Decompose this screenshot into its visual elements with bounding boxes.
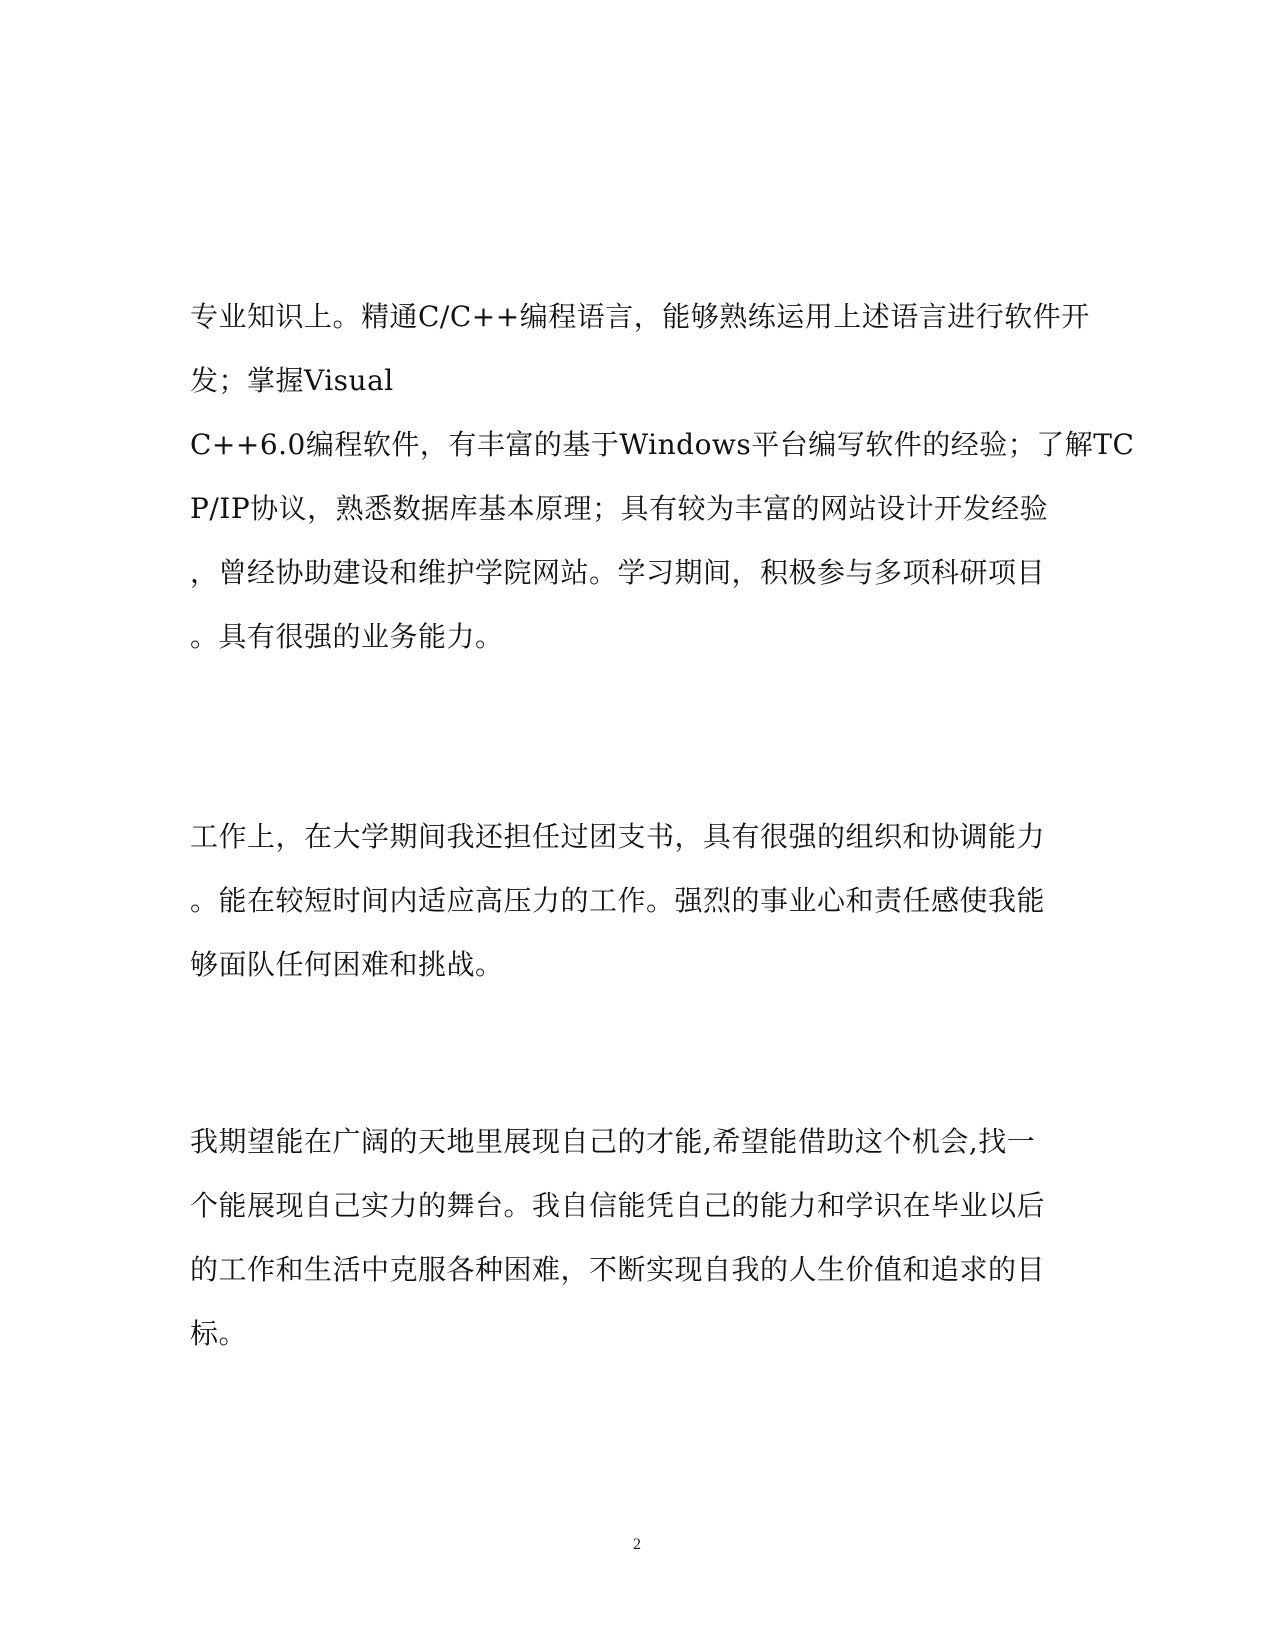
text-line: 发；掌握Visual [190, 364, 394, 397]
text-line: 够面队任何困难和挑战。 [190, 948, 504, 981]
text-line: 工作上，在大学期间我还担任过团支书，具有很强的组织和协调能力 [190, 820, 1046, 853]
paragraph-aspirations [190, 1110, 1090, 1366]
paragraph-professional-skills [190, 285, 1135, 669]
text-line: P/IP协议，熟悉数据库基本原理；具有较为丰富的网站设计开发经验 [190, 492, 1049, 525]
text-line: 。具有很强的业务能力。 [190, 620, 504, 653]
text-line: C++6.0编程软件，有丰富的基于Windows平台编写软件的经验；了解TC [190, 428, 1135, 461]
text-line: 的工作和生活中克服各种困难，不断实现自我的人生价值和追求的目 [190, 1253, 1046, 1286]
page-number: 2 [633, 1536, 641, 1553]
text-line: ，曾经协助建设和维护学院网站。学习期间，积极参与多项科研项目 [190, 556, 1046, 589]
text-line: 个能展现自己实力的舞台。我自信能凭自己的能力和学识在毕业以后 [190, 1189, 1046, 1222]
text-line: 。能在较短时间内适应高压力的工作。强烈的事业心和责任感使我能 [190, 884, 1046, 917]
text-line: 我期望能在广阔的天地里展现自己的才能,希望能借助这个机会,找一 [190, 1125, 1036, 1158]
text-line: 专业知识上。精通C/C++编程语言，能够熟练运用上述语言进行软件开 [190, 300, 1090, 333]
paragraph-work-experience [190, 805, 1090, 997]
text-line: 标。 [190, 1317, 248, 1350]
